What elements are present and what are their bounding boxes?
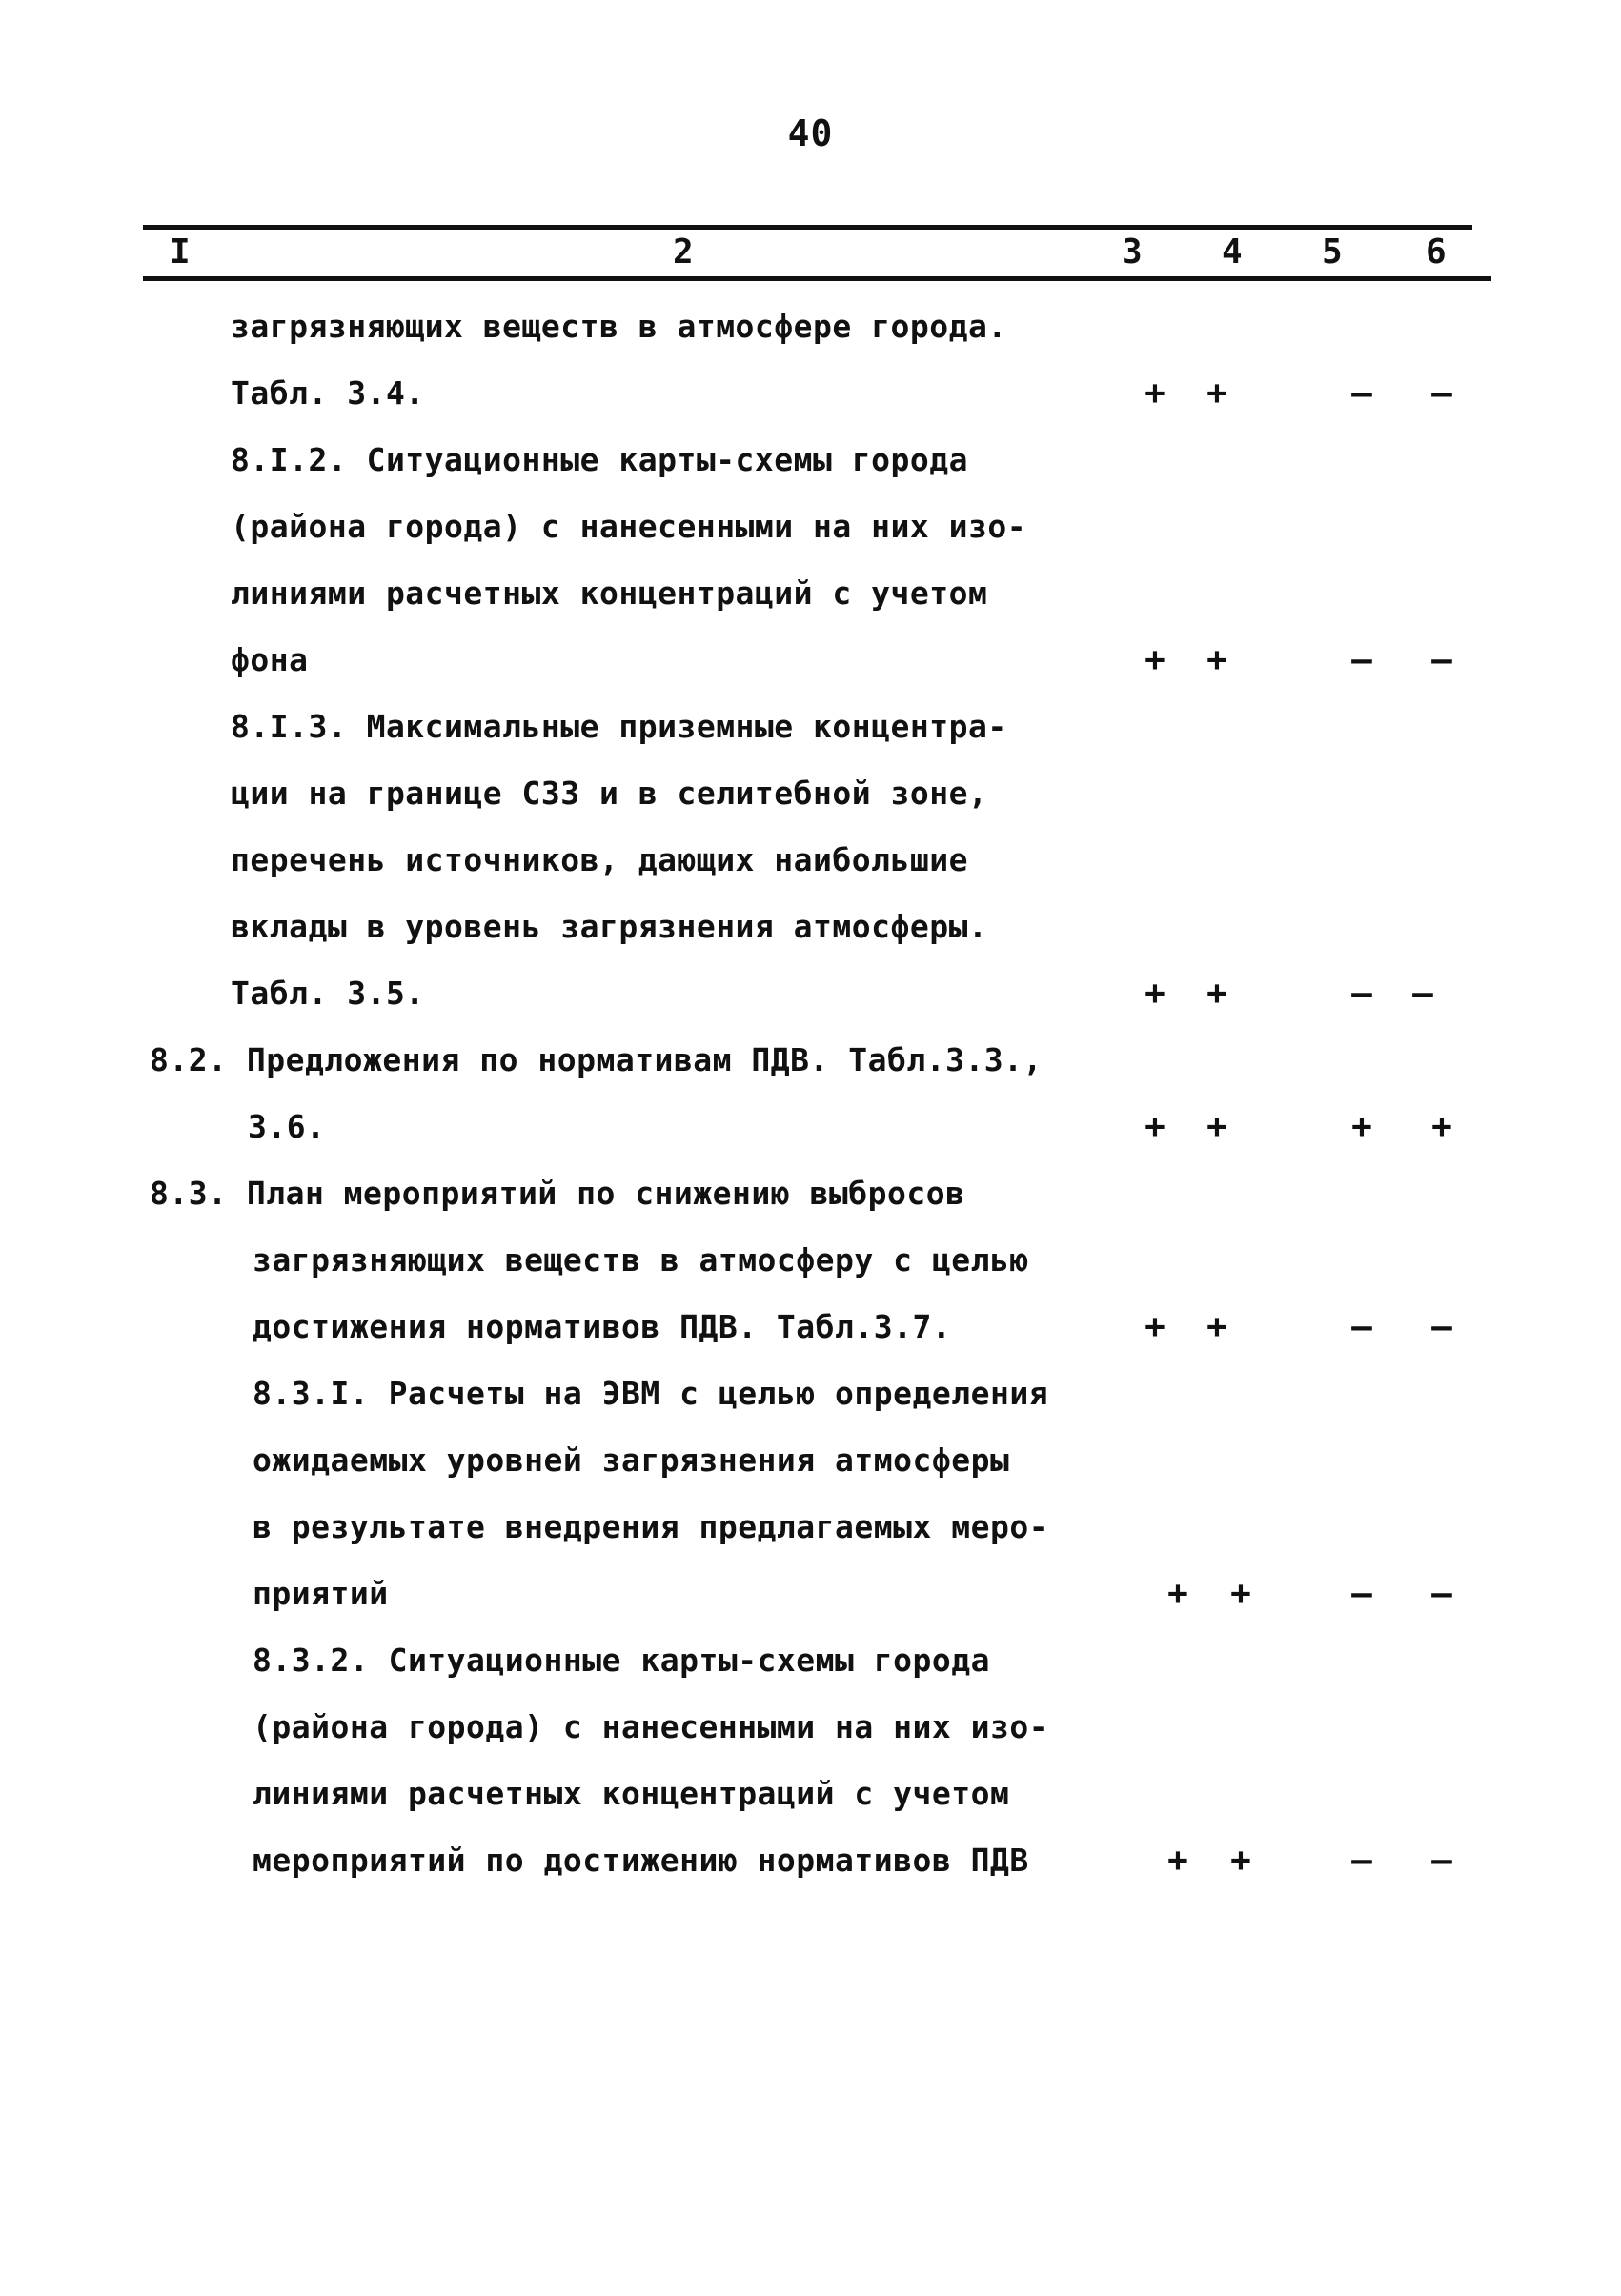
mark-col5: – [1351,373,1372,413]
mark-col6: – [1431,1307,1452,1346]
text-line: (района города) с нанесенными на них изо- [231,508,1027,545]
mark-col3: + [1145,1307,1165,1346]
text-line: ции на границе СЗЗ и в селитебной зоне, [231,775,988,812]
mark-col6: – [1412,974,1433,1013]
table-top-rule [143,225,1472,230]
mark-col5: + [1351,1107,1372,1146]
mark-col4: + [1230,1841,1251,1880]
column-header-3: 3 [1122,232,1143,272]
text-line: загрязняющих веществ в атмосферу с целью [253,1241,1029,1279]
mark-col5: – [1351,1574,1372,1613]
text-line: достижения нормативов ПДВ. Табл.3.7. [253,1308,952,1345]
mark-col5: – [1351,1841,1372,1880]
mark-col3: + [1145,1107,1165,1146]
table-header-rule [143,276,1491,281]
mark-col4: + [1206,640,1227,679]
text-line: 8.2. Предложения по нормативам ПДВ. Табл.3.3., [150,1041,1043,1078]
mark-col4: + [1206,373,1227,413]
mark-col6: + [1431,1107,1452,1146]
mark-col6: – [1431,1574,1452,1613]
mark-col5: – [1351,640,1372,679]
text-line: Табл. 3.4. [231,374,425,412]
mark-col3: + [1167,1841,1188,1880]
mark-col6: – [1431,640,1452,679]
text-line: загрязняющих веществ в атмосфере города. [231,308,1007,345]
text-line: перечень источников, дающих наибольшие [231,841,968,878]
column-header-1: I [170,232,191,272]
text-line: вклады в уровень загрязнения атмосферы. [231,908,988,945]
text-line: 8.3.2. Ситуационные карты-схемы города [253,1641,990,1679]
mark-col4: + [1206,1307,1227,1346]
mark-col3: + [1145,640,1165,679]
text-line: линиями расчетных концентраций с учетом [231,574,988,612]
mark-col6: – [1431,373,1452,413]
column-header-2: 2 [673,232,694,272]
page-number: 40 [787,112,834,154]
column-header-6: 6 [1426,232,1447,272]
text-line: (района города) с нанесенными на них изо- [253,1708,1049,1745]
column-header-4: 4 [1222,232,1243,272]
mark-col4: + [1206,974,1227,1013]
text-line: фона [231,641,309,678]
text-line: линиями расчетных концентраций с учетом [253,1775,1010,1812]
mark-col5: – [1351,1307,1372,1346]
text-line: ожидаемых уровней загрязнения атмосферы [253,1441,1010,1479]
text-line: 8.I.2. Ситуационные карты-схемы города [231,441,968,478]
mark-col3: + [1145,974,1165,1013]
text-line: Табл. 3.5. [231,975,425,1012]
mark-col3: + [1167,1574,1188,1613]
column-header-5: 5 [1322,232,1343,272]
mark-col6: – [1431,1841,1452,1880]
text-line: 3.6. [248,1108,326,1145]
text-line: 8.I.3. Максимальные приземные концентра- [231,708,1007,745]
text-line: мероприятий по достижению нормативов ПДВ [253,1842,1029,1879]
mark-col4: + [1230,1574,1251,1613]
text-line: 8.3. План мероприятий по снижению выбросов [150,1175,965,1212]
mark-col4: + [1206,1107,1227,1146]
text-line: приятий [253,1575,389,1612]
mark-col5: – [1351,974,1372,1013]
text-line: 8.3.I. Расчеты на ЭВМ с целью определения [253,1375,1049,1412]
mark-col3: + [1145,373,1165,413]
text-line: в результате внедрения предлагаемых меро- [253,1508,1049,1545]
